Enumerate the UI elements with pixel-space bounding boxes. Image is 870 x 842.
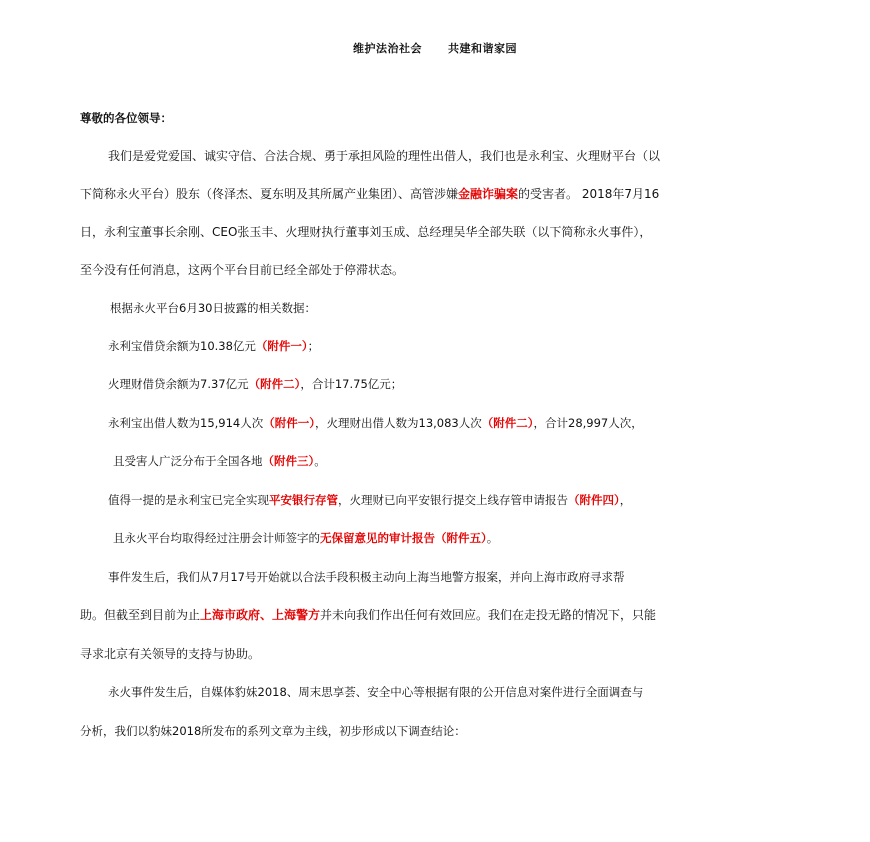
attachment-ref: （附件三） (262, 454, 315, 468)
highlight-shanghai-authorities: 上海市政府、上海警方 (200, 608, 321, 622)
title-left: 维护法治社会 (353, 42, 422, 55)
paragraph-5 (108, 415, 800, 431)
paragraph-10-line-2: 分析，我们以豹妹2018所发布的系列文章为主线，初步形成以下调查结论： (80, 724, 466, 738)
text: 助。但截至到目前为止 (80, 608, 201, 622)
text: 。 (486, 531, 499, 545)
title-right: 共建和谐家园 (448, 42, 517, 55)
attachment-ref: （附件一） (255, 339, 308, 353)
paragraph-9-line-1: 事件发生后，我们从7月17号开始就以合法手段积极主动向上海当地警方报案，并向上海市政府寻求帮 (108, 570, 625, 584)
text: ，火理财已向平安银行提交上线存管申请报告 (338, 493, 568, 507)
text: 火理财借贷余额为7.37亿元 (108, 377, 249, 391)
paragraph-10-line-1: 永火事件发生后，自媒体豹妹2018、周末思享荟、安全中心等根据有限的公开信息对案件进行全面调查与 (108, 685, 644, 699)
paragraph-1-line-1: 我们是爱党爱国、诚实守信、合法合规、勇于承担风险的理性出借人，我们也是永利宝、火理财平台（以 (108, 149, 661, 163)
highlight-bank-custody: 平安银行存管 (269, 493, 338, 507)
text: 并未向我们作出任何有效回应。我们在走投无路的情况下，只能 (320, 608, 657, 622)
text: ，合计28,997人次， (533, 416, 643, 430)
text: 值得一提的是永利宝已完全实现 (108, 493, 269, 507)
attachment-ref: （附件四） (568, 493, 620, 507)
paragraph-3 (108, 338, 800, 354)
text: ； (307, 339, 320, 353)
attachment-ref: （附件一） (263, 416, 315, 430)
paragraph-1-line-2 (80, 186, 800, 202)
paragraph-2: 根据永火平台6月30日披露的相关数据： (110, 301, 316, 315)
text: 下简称永火平台）股东（佟泽杰、夏东明及其所属产业集团）、高管涉嫌 (80, 187, 459, 201)
paragraph-8 (113, 530, 800, 546)
paragraph-4 (108, 376, 800, 392)
attachment-ref: （附件二） (481, 416, 534, 430)
paragraph-9-line-2 (80, 607, 800, 623)
attachment-ref: （附件二） (248, 377, 301, 391)
text: ， (619, 493, 632, 507)
paragraph-1-line-3: 日，永利宝董事长余刚、CEO张玉丰、火理财执行董事刘玉成、总经理吴华全部失联（以下简称永火事件）， (80, 225, 652, 239)
greeting: 尊敬的各位领导： (80, 111, 172, 125)
paragraph-7 (108, 492, 800, 508)
paragraph-9-line-3: 寻求北京有关领导的支持与协助。 (80, 647, 261, 661)
highlight-audit-report: 无保留意见的审计报告（附件五） (320, 531, 487, 545)
highlight-fraud-case: 金融诈骗案 (458, 187, 519, 201)
document-title (0, 40, 870, 56)
text: 且永火平台均取得经过注册会计师签字的 (113, 531, 320, 545)
text: 永利宝借贷余额为10.38亿元 (108, 339, 256, 353)
text: 永利宝出借人数为15,914人次 (108, 416, 264, 430)
paragraph-1-line-4: 至今没有任何消息，这两个平台目前已经全部处于停滞状态。 (80, 263, 405, 277)
text: ，火理财出借人数为13,083人次 (315, 416, 482, 430)
paragraph-6 (113, 453, 800, 469)
text: 的受害者。 2018年7月16 (518, 187, 660, 201)
text: 且受害人广泛分布于全国各地 (113, 454, 263, 468)
text: 。 (314, 454, 326, 468)
text: ，合计17.75亿元； (300, 377, 403, 391)
